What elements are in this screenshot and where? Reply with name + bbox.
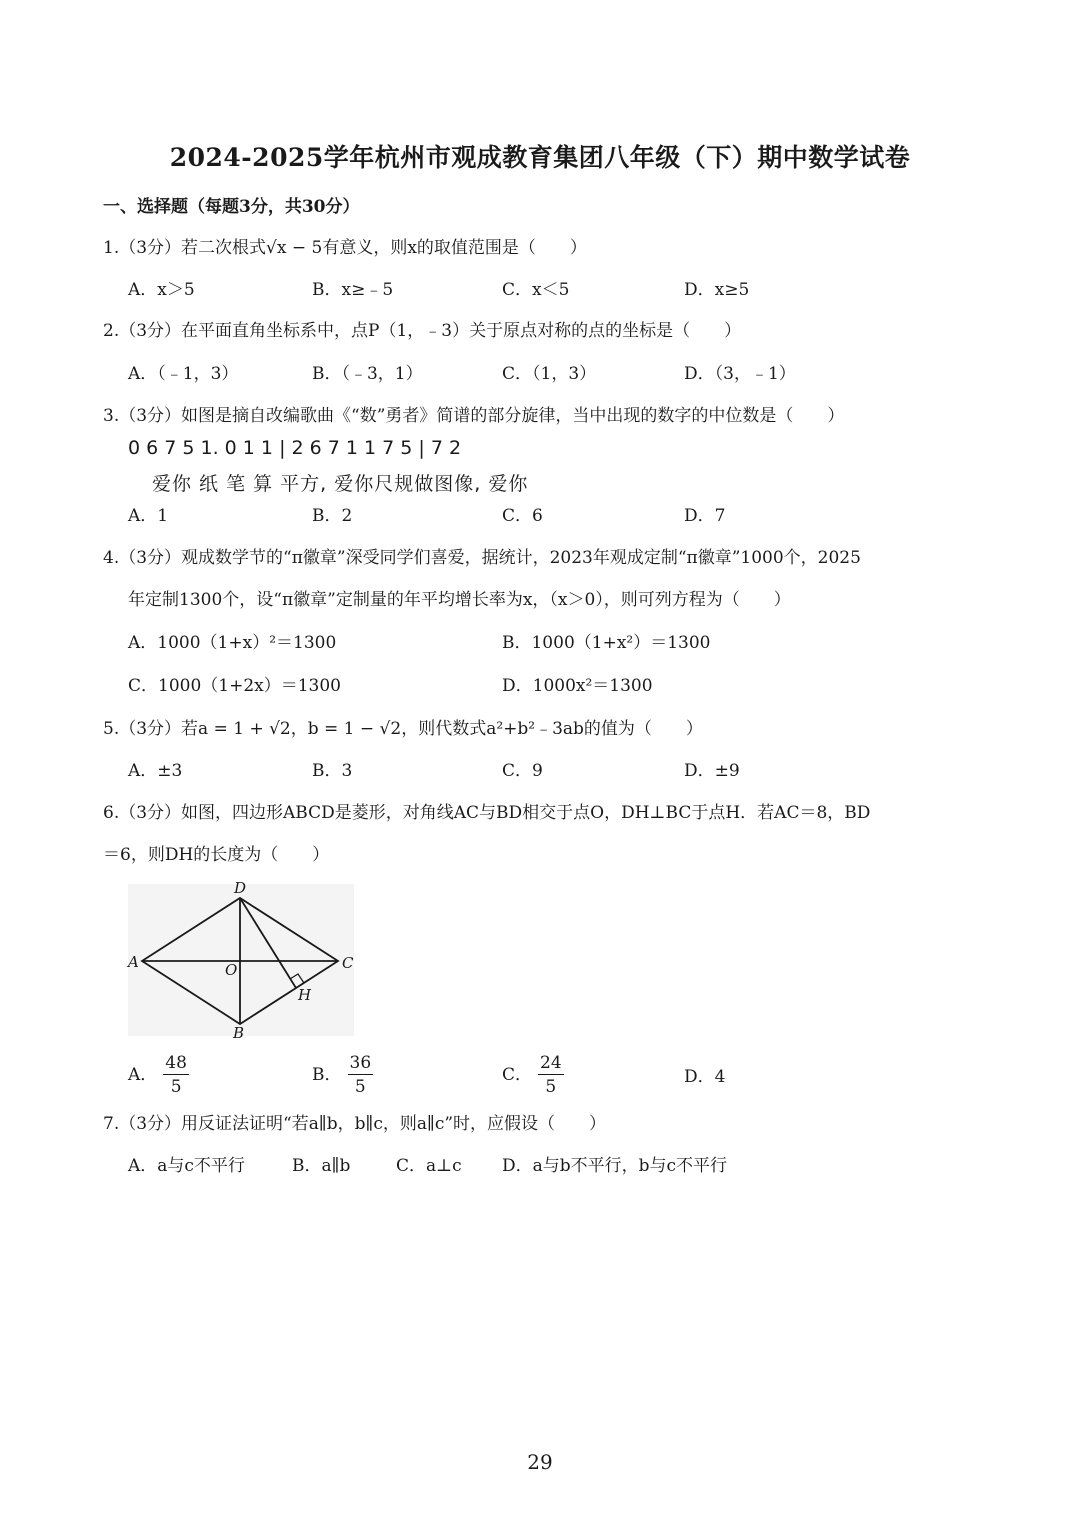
question-5-option-b: B．3 <box>312 761 353 781</box>
question-2-stem: 2.（3分）在平面直角坐标系中，点P（1，﹣3）关于原点对称的点的坐标是（ ） <box>103 321 742 341</box>
question-3-notation: 0 6 7 5 1. 0 1 1 | 2 6 7 1 1 7 5 | 7 2 <box>128 437 462 459</box>
question-7-stem: 7.（3分）用反证法证明“若a∥b，b∥c，则a∥c”时，应假设（ ） <box>103 1114 607 1134</box>
question-6-option-d <box>684 1066 725 1088</box>
option-letter: B． <box>312 1065 342 1085</box>
label-a: A <box>128 953 139 971</box>
option-letter: C． <box>502 1065 533 1085</box>
label-b: B <box>233 1024 245 1042</box>
question-1-stem: 1.（3分）若二次根式√x − 5有意义，则x的取值范围是（ ） <box>103 238 587 258</box>
question-7-option-c: C．a⊥c <box>396 1156 462 1176</box>
option-value: 4 <box>714 1067 726 1087</box>
question-6-option-b <box>312 1052 373 1099</box>
page-number: 29 <box>527 1450 553 1474</box>
question-3-option-c: C．6 <box>502 506 543 526</box>
question-5-stem: 5.（3分）若a = 1 + √2，b = 1 − √2，则代数式a²+b²﹣3ab的值为（ ） <box>103 719 703 739</box>
denominator: 5 <box>354 1077 366 1097</box>
numerator: 24 <box>540 1053 562 1073</box>
question-6-stem-line-1: 6.（3分）如图，四边形ABCD是菱形，对角线AC与BD相交于点O，DH⊥BC于点H．若AC＝8，BD <box>103 803 871 823</box>
question-2-option-b: B．（﹣3，1） <box>312 364 423 384</box>
question-4-stem-line-1: 4.（3分）观成数学节的“π徽章”深受同学们喜爱，据统计，2023年观成定制“π徽章”1000个，2025 <box>103 548 861 568</box>
question-4-option-b: B．1000（1+x²）＝1300 <box>502 633 711 653</box>
label-d: D <box>234 879 247 897</box>
label-c: C <box>342 954 354 972</box>
fraction <box>348 1052 374 1099</box>
question-3-lyrics: 爱你 纸 笔 算 平方, 爱你尺规做图像, 爱你 <box>152 473 529 495</box>
fraction <box>163 1052 189 1099</box>
denominator: 5 <box>170 1077 182 1097</box>
question-5-option-a: A．±3 <box>128 761 183 781</box>
question-7-option-a: A．a与c不平行 <box>128 1156 245 1176</box>
question-3-stem: 3.（3分）如图是摘自改编歌曲《“数”勇者》简谱的部分旋律，当中出现的数字的中位数是（ ） <box>103 406 845 426</box>
question-1-option-a: A．x＞5 <box>128 280 195 300</box>
question-7-option-d: D．a与b不平行，b与c不平行 <box>502 1156 728 1176</box>
exam-title: 2024-2025学年杭州市观成教育集团八年级（下）期中数学试卷 <box>169 143 911 172</box>
question-5-option-d: D．±9 <box>684 761 740 781</box>
question-3-option-b: B．2 <box>312 506 353 526</box>
option-letter: A． <box>128 1065 158 1085</box>
question-4-option-c: C．1000（1+2x）＝1300 <box>128 676 341 696</box>
question-5-option-c: C．9 <box>502 761 543 781</box>
question-1-option-b: B．x≥﹣5 <box>312 280 394 300</box>
label-o: O <box>225 961 238 979</box>
option-letter: D． <box>684 1067 715 1087</box>
question-6-option-a <box>128 1052 189 1099</box>
question-2-option-a: A．（﹣1，3） <box>128 364 239 384</box>
question-1-option-c: C．x＜5 <box>502 280 570 300</box>
question-4-option-a: A．1000（1+x）²＝1300 <box>128 633 337 653</box>
question-6-stem-line-2: ＝6，则DH的长度为（ ） <box>103 845 330 865</box>
denominator: 5 <box>545 1077 557 1097</box>
question-4-stem-line-2: 年定制1300个，设“π徽章”定制量的年平均增长率为x，（x＞0），则可列方程为（ ） <box>128 590 791 610</box>
numerator: 48 <box>165 1053 187 1073</box>
numerator: 36 <box>349 1053 372 1073</box>
fraction <box>538 1052 564 1099</box>
section-heading: 一、选择题（每题3分，共30分） <box>103 197 360 217</box>
question-2-option-c: C．（1，3） <box>502 364 597 384</box>
label-h: H <box>298 986 312 1004</box>
question-3-option-d: D．7 <box>684 506 726 526</box>
question-3-option-a: A．1 <box>128 506 169 526</box>
question-2-option-d: D．（3，﹣1） <box>684 364 796 384</box>
rhombus-figure <box>120 876 360 1044</box>
question-7-option-b: B．a∥b <box>292 1156 351 1176</box>
question-1-option-d: D．x≥5 <box>684 280 750 300</box>
question-4-option-d: D．1000x²＝1300 <box>502 676 653 696</box>
question-6-option-c <box>502 1052 564 1099</box>
